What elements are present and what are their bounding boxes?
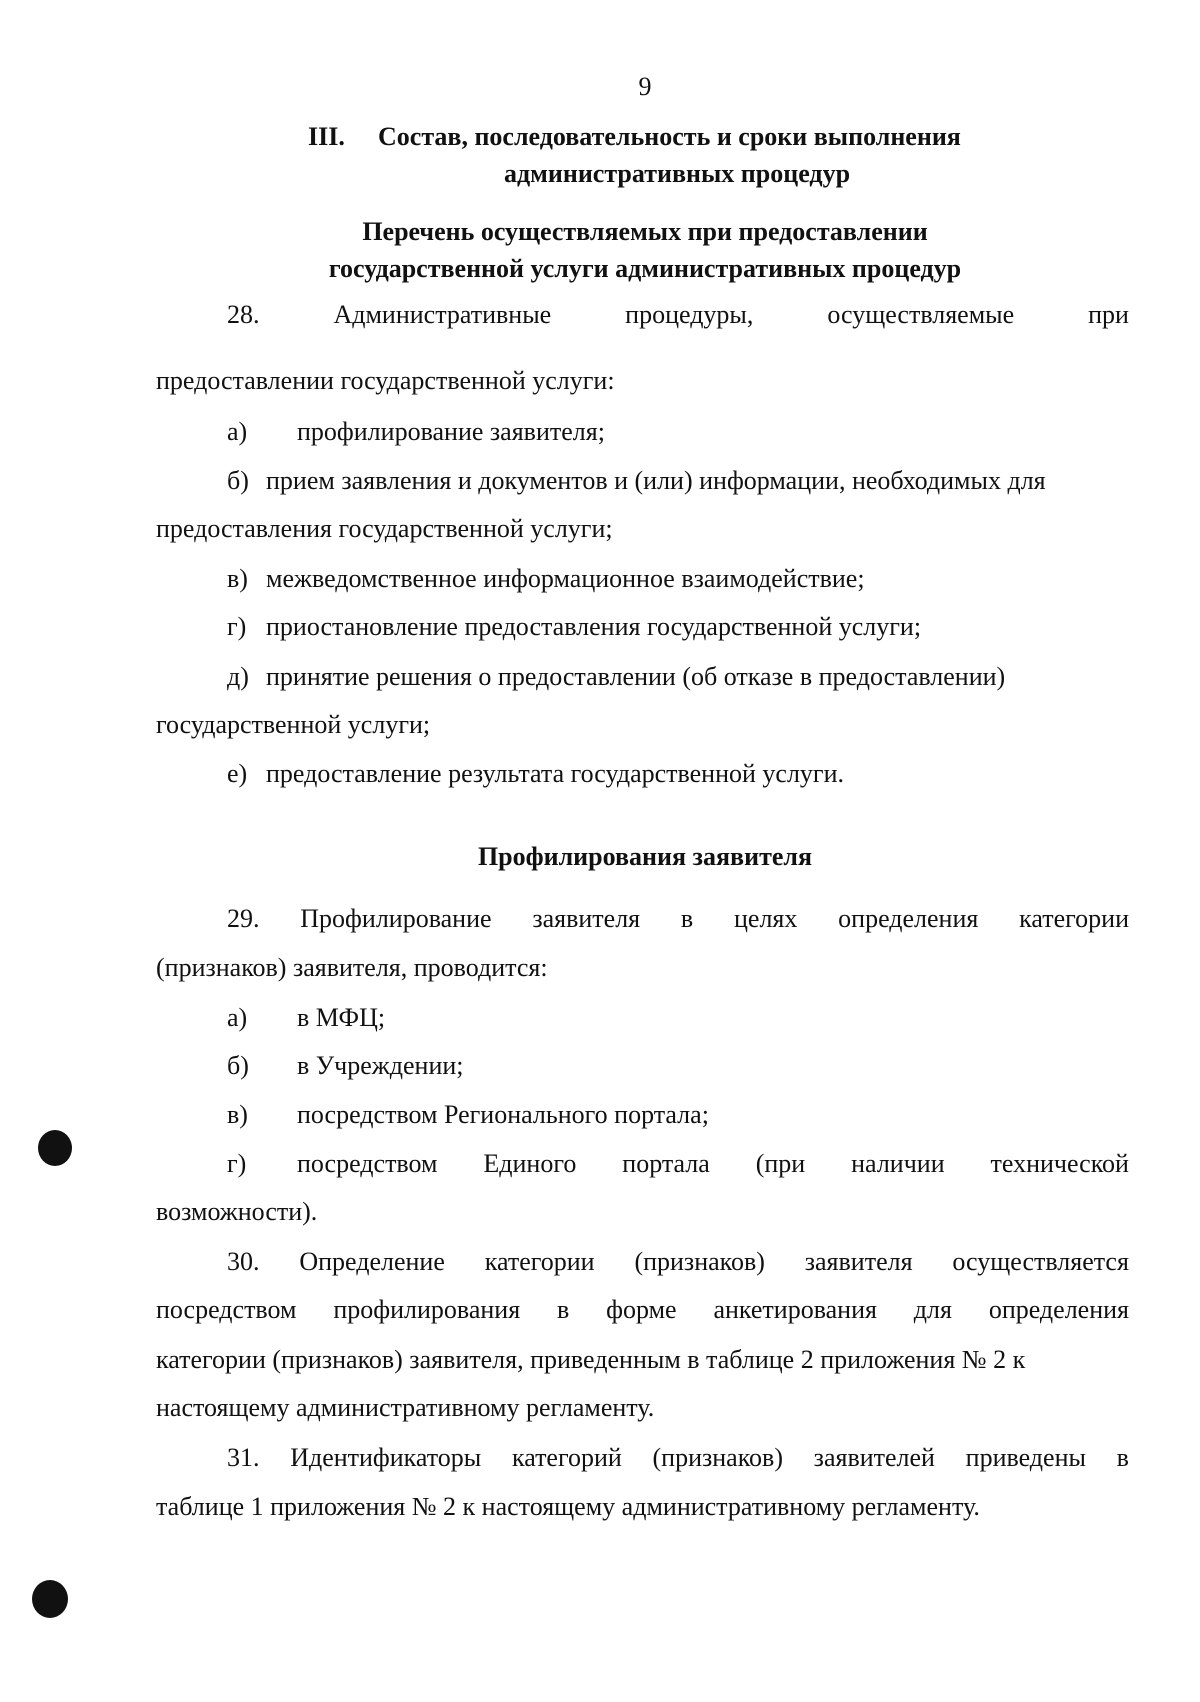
- list28-item-a: профилирование заявителя;: [297, 417, 605, 446]
- paragraph-31-line2: таблице 1 приложения № 2 к настоящему административному регламенту.: [156, 1492, 980, 1521]
- list29-g-word: Единого: [483, 1149, 577, 1178]
- p28-word: Административные: [333, 300, 552, 329]
- p31-word: Идентификаторы: [290, 1443, 482, 1472]
- list29-g-word: посредством: [297, 1149, 438, 1178]
- list28-mark-v: в): [227, 564, 248, 593]
- p29-word: категории: [1019, 904, 1129, 933]
- paragraph-30-line3: категории (признаков) заявителя, приведенным в таблице 2 приложения № 2 к: [156, 1345, 1026, 1374]
- list28-item-b-cont: предоставления государственной услуги;: [156, 514, 613, 543]
- page-number: 9: [638, 72, 652, 101]
- list29-item-v: посредством Регионального портала;: [297, 1100, 709, 1129]
- list28-item-d: принятие решения о предоставлении (об отказе в предоставлении): [266, 662, 1006, 691]
- punch-hole-mark: [38, 1130, 72, 1166]
- p30-word: осуществляется: [952, 1247, 1129, 1276]
- p30-word: посредством: [156, 1295, 297, 1324]
- p29-word: целях: [733, 904, 798, 933]
- paragraph-29-line1: [227, 904, 1129, 934]
- paragraph-30-line4: настоящему административному регламенту.: [156, 1393, 655, 1422]
- list29-g-word: (при: [755, 1149, 806, 1178]
- p29-word: 29.: [227, 904, 260, 933]
- section-roman-numeral: III.: [308, 122, 345, 151]
- paragraph-31-line1: [227, 1443, 1129, 1473]
- p30-word: Определение: [299, 1247, 445, 1276]
- p28-word: осуществляемые: [827, 300, 1015, 329]
- paragraph-30-line2: [156, 1295, 1129, 1325]
- p28-word: процедуры,: [625, 300, 754, 329]
- list28-mark-b: б): [227, 466, 249, 495]
- p29-word: заявителя: [532, 904, 641, 933]
- p31-word: в: [1116, 1443, 1129, 1472]
- p30-word: профилирования: [333, 1295, 521, 1324]
- list28-item-g: приостановление предоставления государственной услуги;: [266, 612, 922, 641]
- punch-hole-mark: [32, 1580, 68, 1618]
- list29-item-g: [297, 1149, 1129, 1179]
- section-title-line1: Состав, последовательность и сроки выполнения: [378, 122, 961, 151]
- list28-mark-e: е): [227, 759, 248, 788]
- paragraph-28-line2: предоставлении государственной услуги:: [156, 366, 615, 395]
- subheading-procedures-line2: государственной услуги административных процедур: [328, 254, 962, 283]
- list29-g-word: наличии: [851, 1149, 945, 1178]
- section-title-line2: административных процедур: [504, 159, 851, 188]
- p30-word: (признаков): [634, 1247, 765, 1276]
- p31-word: приведены: [965, 1443, 1086, 1472]
- p30-word: 30.: [227, 1247, 260, 1276]
- p28-word: при: [1088, 300, 1129, 329]
- p31-word: (признаков): [652, 1443, 783, 1472]
- list29-item-g-cont: возможности).: [156, 1197, 318, 1226]
- list29-item-b: в Учреждении;: [297, 1051, 464, 1080]
- list28-mark-a: а): [227, 417, 248, 446]
- paragraph-30-line1: [227, 1247, 1129, 1277]
- list28-item-v: межведомственное информационное взаимодействие;: [266, 564, 865, 593]
- list29-item-a: в МФЦ;: [297, 1003, 386, 1032]
- subheading-procedures-line1: Перечень осуществляемых при предоставлении: [362, 217, 928, 246]
- p30-word: для: [913, 1295, 952, 1324]
- p30-word: в: [557, 1295, 570, 1324]
- p29-word: определения: [838, 904, 979, 933]
- p29-word: в: [680, 904, 694, 933]
- p31-word: категорий: [511, 1443, 622, 1472]
- subheading-procedures-list: [0, 213, 1200, 287]
- p30-word: заявителя: [804, 1247, 913, 1276]
- list29-mark-g: г): [227, 1149, 247, 1178]
- list29-g-word: портала: [622, 1149, 710, 1178]
- paragraph-29-line2: (признаков) заявителя, проводится:: [156, 953, 548, 982]
- p30-word: анкетирования: [713, 1295, 877, 1324]
- list28-item-e: предоставление результата государственной услуги.: [266, 759, 845, 788]
- p31-word: заявителей: [813, 1443, 935, 1472]
- list28-item-b: прием заявления и документов и (или) информации, необходимых для: [266, 466, 1046, 495]
- p28-word: 28.: [227, 300, 260, 329]
- list28-item-d-cont: государственной услуги;: [156, 710, 431, 739]
- p29-word: Профилирование: [300, 904, 492, 933]
- list29-mark-b: б): [227, 1051, 249, 1080]
- p30-word: категории: [484, 1247, 595, 1276]
- list29-mark-a: а): [227, 1003, 248, 1032]
- paragraph-28-line1: [227, 300, 1129, 330]
- p31-word: 31.: [227, 1443, 260, 1472]
- list29-mark-v: в): [227, 1100, 248, 1129]
- p30-word: определения: [988, 1295, 1129, 1324]
- subheading-profiling: Профилирования заявителя: [477, 842, 813, 871]
- p30-word: форме: [606, 1295, 677, 1324]
- list28-mark-d: д): [227, 662, 249, 691]
- list28-mark-g: г): [227, 612, 247, 641]
- list29-g-word: технической: [990, 1149, 1129, 1178]
